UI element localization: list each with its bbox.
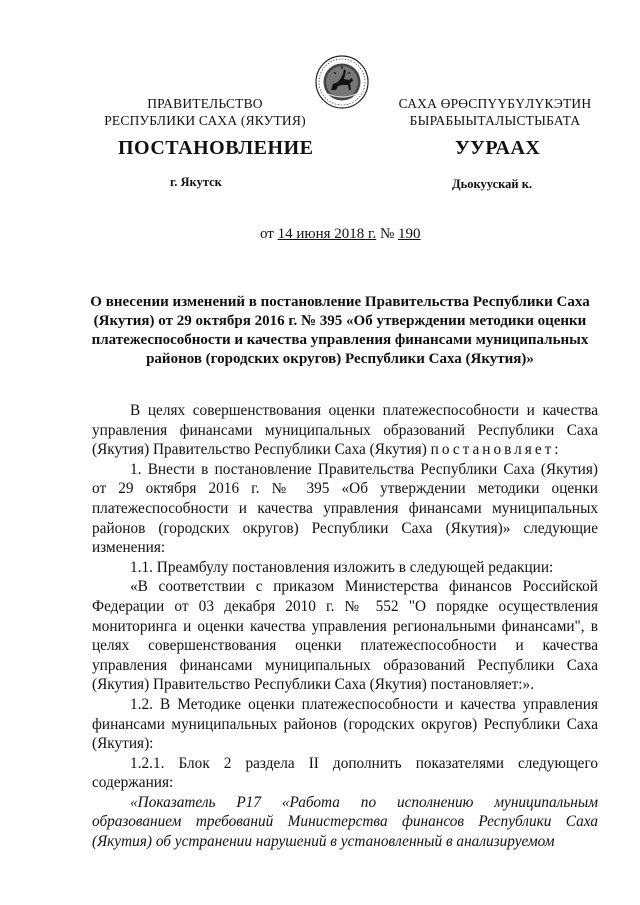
document-title <box>60 293 620 369</box>
date-line <box>260 226 421 243</box>
number-sign: № <box>379 226 395 242</box>
date-prefix: от <box>260 226 274 242</box>
city-right: Дьокуускай к. <box>452 177 533 191</box>
resolves-word: постановляет: <box>430 441 562 459</box>
date-value: 14 июня 2018 г. <box>277 226 377 242</box>
doc-type-right: УУРААХ <box>455 137 541 159</box>
title-line-3: платежеспособности и качества управления финансами муниципальных <box>91 332 589 348</box>
paragraph-preamble-text: В целях совершенствования оценки платежеспособности и качества управления финансами муниципальных образований Республики Саха (Якутия) Правительство Республики Саха (Якутия) <box>92 402 598 459</box>
paragraph-item-1-1: 1.1. Преамбулу постановления изложить в следующей редакции: <box>130 558 554 576</box>
paragraph-item-1-2-1: 1.2.1. Блок 2 раздела II дополнить показателями следующего содержания: <box>92 754 598 792</box>
doc-number: 190 <box>398 226 421 242</box>
header-left-org <box>100 95 310 129</box>
paragraph-item-1-2: 1.2. В Методике оценки платежеспособности и качества управления финансами муниципальных районов (городских округов) Республики Саха (Якутия): <box>92 695 598 753</box>
doc-type-left: ПОСТАНОВЛЕНИЕ <box>118 137 314 159</box>
title-line-2: (Якутия) от 29 октября 2016 г. № 395 «Об утверждении методики оценки <box>93 313 587 329</box>
city-left: г. Якутск <box>170 175 222 189</box>
title-line-1: О внесении изменений в постановление Правительства Республики Саха <box>90 294 590 310</box>
paragraph-quote: «В соответствии с приказом Министерства финансов Российской Федерации от 03 декабря 2010 г. № 552 "О порядке осуществления мониторинга и оценки качества управления региональными финансами", в целях совершенствования оценки платежеспособности и качества управления финансами муниципальных образований Республики Саха (Якутия) Правительство Республики Саха (Якутия) постановляет:». <box>92 578 598 694</box>
header-left-line1: ПРАВИТЕЛЬСТВО <box>147 96 263 111</box>
paragraph-preamble <box>92 401 598 460</box>
header-right-org <box>390 95 600 129</box>
document-body <box>92 401 598 852</box>
header-left-line2: РЕСПУБЛИКИ САХА (ЯКУТИЯ) <box>104 113 306 128</box>
title-line-4: районов (городских округов) Республики Саха (Якутия)» <box>146 351 534 367</box>
paragraph-item-1: 1. Внести в постановление Правительства Республики Саха (Якутия) от 29 октября 2016 г. № 395 «Об утверждении методики оценки платежеспособности и качества управления финансами муниципальных районов (городских округов) Республики Саха (Якутия)» следующие изменения: <box>92 460 598 557</box>
paragraph-indicator: «Показатель Р17 «Работа по исполнению муниципальным образованием требований Министерства финансов Республики Саха (Якутия) об устранении нарушений в установленный в анализируемом <box>92 793 598 851</box>
emblem-icon <box>314 54 370 110</box>
header-right-line1: САХА ӨРӨСПҮҮБҮЛҮКЭТИН <box>398 96 592 111</box>
header-right-line2: БЫРАБЫЫТАЛЫСТЫБАТА <box>409 113 581 128</box>
